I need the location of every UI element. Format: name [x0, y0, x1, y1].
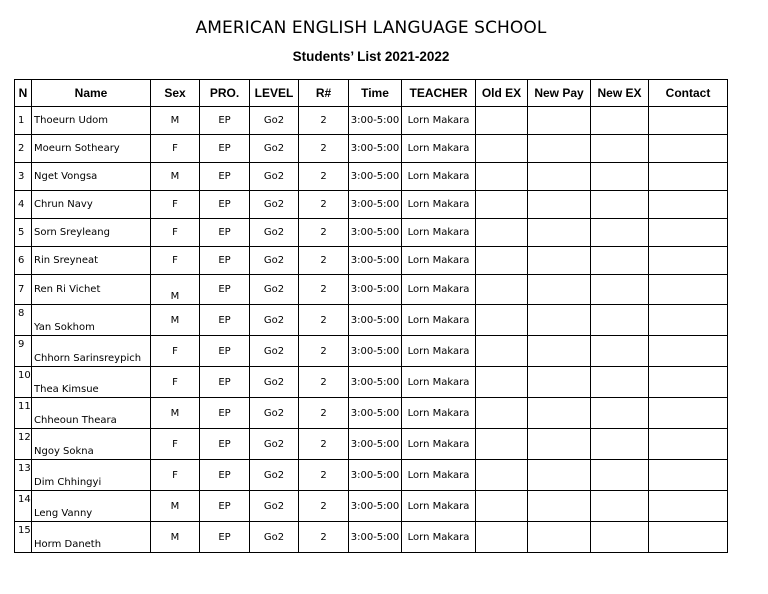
- student-sex: F: [151, 135, 200, 163]
- column-header-room: R#: [299, 80, 349, 107]
- teacher-name: Lorn Makara: [402, 460, 476, 491]
- student-name: Ngoy Sokna: [32, 429, 151, 460]
- teacher-name: Lorn Makara: [402, 398, 476, 429]
- table-row: [15, 163, 728, 191]
- teacher-name: Lorn Makara: [402, 275, 476, 305]
- new-ex-cell: [591, 135, 649, 163]
- student-room: 2: [299, 367, 349, 398]
- student-program: EP: [200, 336, 250, 367]
- table-row: [15, 398, 728, 429]
- new-pay-cell: [528, 135, 591, 163]
- contact-cell: [649, 219, 728, 247]
- table-row: [15, 219, 728, 247]
- student-sex: M: [151, 107, 200, 135]
- old-ex-cell: [476, 305, 528, 336]
- student-sex: F: [151, 460, 200, 491]
- table-body: [15, 107, 728, 553]
- student-sex: F: [151, 336, 200, 367]
- student-program: EP: [200, 163, 250, 191]
- student-level: Go2: [250, 398, 299, 429]
- class-time: 3:00-5:00: [349, 219, 402, 247]
- new-pay-cell: [528, 367, 591, 398]
- new-ex-cell: [591, 429, 649, 460]
- student-sex: F: [151, 429, 200, 460]
- student-sex: F: [151, 219, 200, 247]
- list-title: Students’ List 2021-2022: [292, 49, 450, 64]
- teacher-name: Lorn Makara: [402, 429, 476, 460]
- class-time: 3:00-5:00: [349, 398, 402, 429]
- new-ex-cell: [591, 247, 649, 275]
- student-program: EP: [200, 460, 250, 491]
- row-number: 15: [15, 522, 32, 553]
- old-ex-cell: [476, 275, 528, 305]
- student-program: EP: [200, 398, 250, 429]
- new-pay-cell: [528, 191, 591, 219]
- new-pay-cell: [528, 398, 591, 429]
- new-pay-cell: [528, 522, 591, 553]
- teacher-name: Lorn Makara: [402, 336, 476, 367]
- student-sex: M: [151, 491, 200, 522]
- old-ex-cell: [476, 163, 528, 191]
- student-room: 2: [299, 429, 349, 460]
- class-time: 3:00-5:00: [349, 107, 402, 135]
- class-time: 3:00-5:00: [349, 491, 402, 522]
- student-level: Go2: [250, 219, 299, 247]
- contact-cell: [649, 522, 728, 553]
- class-time: 3:00-5:00: [349, 247, 402, 275]
- table-row: [15, 135, 728, 163]
- student-name: Moeurn Sotheary: [32, 135, 151, 163]
- old-ex-cell: [476, 336, 528, 367]
- old-ex-cell: [476, 367, 528, 398]
- old-ex-cell: [476, 491, 528, 522]
- contact-cell: [649, 135, 728, 163]
- old-ex-cell: [476, 522, 528, 553]
- table-row: [15, 491, 728, 522]
- class-time: 3:00-5:00: [349, 135, 402, 163]
- new-pay-cell: [528, 336, 591, 367]
- column-header-old-ex: Old EX: [476, 80, 528, 107]
- contact-cell: [649, 460, 728, 491]
- contact-cell: [649, 191, 728, 219]
- row-number: 7: [15, 275, 32, 305]
- student-level: Go2: [250, 191, 299, 219]
- teacher-name: Lorn Makara: [402, 247, 476, 275]
- student-room: 2: [299, 219, 349, 247]
- student-program: EP: [200, 491, 250, 522]
- class-time: 3:00-5:00: [349, 191, 402, 219]
- student-room: 2: [299, 491, 349, 522]
- student-sex: M: [151, 305, 200, 336]
- column-header-new-pay: New Pay: [528, 80, 591, 107]
- student-name: Leng Vanny: [32, 491, 151, 522]
- class-time: 3:00-5:00: [349, 336, 402, 367]
- teacher-name: Lorn Makara: [402, 163, 476, 191]
- new-pay-cell: [528, 247, 591, 275]
- new-pay-cell: [528, 219, 591, 247]
- table-row: [15, 522, 728, 553]
- student-name: Dim Chhingyi: [32, 460, 151, 491]
- row-number: 5: [15, 219, 32, 247]
- school-title: AMERICAN ENGLISH LANGUAGE SCHOOL: [195, 18, 547, 38]
- contact-cell: [649, 247, 728, 275]
- row-number: 2: [15, 135, 32, 163]
- new-ex-cell: [591, 191, 649, 219]
- old-ex-cell: [476, 107, 528, 135]
- student-room: 2: [299, 247, 349, 275]
- column-header-sex: Sex: [151, 80, 200, 107]
- student-level: Go2: [250, 305, 299, 336]
- new-ex-cell: [591, 522, 649, 553]
- new-pay-cell: [528, 429, 591, 460]
- student-program: EP: [200, 219, 250, 247]
- contact-cell: [649, 305, 728, 336]
- table-row: [15, 460, 728, 491]
- old-ex-cell: [476, 460, 528, 491]
- header-row: [15, 80, 728, 107]
- row-number: 9: [15, 336, 32, 367]
- column-header-level: LEVEL: [250, 80, 299, 107]
- class-time: 3:00-5:00: [349, 305, 402, 336]
- student-name: Yan Sokhom: [32, 305, 151, 336]
- new-ex-cell: [591, 460, 649, 491]
- old-ex-cell: [476, 219, 528, 247]
- row-number: 6: [15, 247, 32, 275]
- student-name: Rin Sreyneat: [32, 247, 151, 275]
- class-time: 3:00-5:00: [349, 163, 402, 191]
- student-name: Horm Daneth: [32, 522, 151, 553]
- table-row: [15, 429, 728, 460]
- teacher-name: Lorn Makara: [402, 107, 476, 135]
- student-room: 2: [299, 191, 349, 219]
- student-name: Chheoun Theara: [32, 398, 151, 429]
- teacher-name: Lorn Makara: [402, 135, 476, 163]
- old-ex-cell: [476, 429, 528, 460]
- student-level: Go2: [250, 275, 299, 305]
- student-level: Go2: [250, 367, 299, 398]
- contact-cell: [649, 163, 728, 191]
- student-room: 2: [299, 398, 349, 429]
- contact-cell: [649, 107, 728, 135]
- student-level: Go2: [250, 491, 299, 522]
- column-header-new-ex: New EX: [591, 80, 649, 107]
- student-room: 2: [299, 522, 349, 553]
- student-name: Nget Vongsa: [32, 163, 151, 191]
- old-ex-cell: [476, 191, 528, 219]
- teacher-name: Lorn Makara: [402, 305, 476, 336]
- student-level: Go2: [250, 135, 299, 163]
- row-number: 11: [15, 398, 32, 429]
- column-header-contact: Contact: [649, 80, 728, 107]
- student-name: Thoeurn Udom: [32, 107, 151, 135]
- row-number: 8: [15, 305, 32, 336]
- teacher-name: Lorn Makara: [402, 191, 476, 219]
- old-ex-cell: [476, 398, 528, 429]
- row-number: 1: [15, 107, 32, 135]
- student-level: Go2: [250, 429, 299, 460]
- column-header-name: Name: [32, 80, 151, 107]
- student-level: Go2: [250, 460, 299, 491]
- table-row: [15, 305, 728, 336]
- table-row: [15, 247, 728, 275]
- student-program: EP: [200, 275, 250, 305]
- student-room: 2: [299, 275, 349, 305]
- student-program: EP: [200, 522, 250, 553]
- column-header-teacher: TEACHER: [402, 80, 476, 107]
- student-program: EP: [200, 247, 250, 275]
- student-name: Sorn Sreyleang: [32, 219, 151, 247]
- column-header-n: N: [15, 80, 32, 107]
- student-program: EP: [200, 429, 250, 460]
- row-number: 13: [15, 460, 32, 491]
- student-name: Chrun Navy: [32, 191, 151, 219]
- student-name: Thea Kimsue: [32, 367, 151, 398]
- student-level: Go2: [250, 522, 299, 553]
- students-table: [14, 79, 728, 553]
- contact-cell: [649, 491, 728, 522]
- new-ex-cell: [591, 219, 649, 247]
- new-pay-cell: [528, 107, 591, 135]
- new-ex-cell: [591, 305, 649, 336]
- student-level: Go2: [250, 247, 299, 275]
- class-time: 3:00-5:00: [349, 460, 402, 491]
- student-room: 2: [299, 305, 349, 336]
- student-sex: M: [151, 398, 200, 429]
- new-ex-cell: [591, 367, 649, 398]
- contact-cell: [649, 336, 728, 367]
- new-ex-cell: [591, 275, 649, 305]
- new-pay-cell: [528, 163, 591, 191]
- teacher-name: Lorn Makara: [402, 219, 476, 247]
- row-number: 3: [15, 163, 32, 191]
- student-room: 2: [299, 107, 349, 135]
- row-number: 12: [15, 429, 32, 460]
- student-room: 2: [299, 135, 349, 163]
- student-sex: M: [151, 522, 200, 553]
- class-time: 3:00-5:00: [349, 367, 402, 398]
- new-pay-cell: [528, 460, 591, 491]
- new-ex-cell: [591, 398, 649, 429]
- table-header: [15, 80, 728, 107]
- student-level: Go2: [250, 107, 299, 135]
- table-row: [15, 336, 728, 367]
- student-room: 2: [299, 460, 349, 491]
- teacher-name: Lorn Makara: [402, 522, 476, 553]
- new-pay-cell: [528, 305, 591, 336]
- table-row: [15, 367, 728, 398]
- student-program: EP: [200, 191, 250, 219]
- row-number: 10: [15, 367, 32, 398]
- new-ex-cell: [591, 336, 649, 367]
- column-header-time: Time: [349, 80, 402, 107]
- column-header-pro: PRO.: [200, 80, 250, 107]
- student-name: Ren Ri Vichet: [32, 275, 151, 305]
- contact-cell: [649, 429, 728, 460]
- new-ex-cell: [591, 163, 649, 191]
- new-ex-cell: [591, 107, 649, 135]
- row-number: 14: [15, 491, 32, 522]
- class-time: 3:00-5:00: [349, 429, 402, 460]
- student-program: EP: [200, 107, 250, 135]
- table-row: [15, 107, 728, 135]
- contact-cell: [649, 367, 728, 398]
- student-sex: M: [151, 275, 200, 305]
- class-time: 3:00-5:00: [349, 522, 402, 553]
- row-number: 4: [15, 191, 32, 219]
- student-program: EP: [200, 367, 250, 398]
- class-time: 3:00-5:00: [349, 275, 402, 305]
- contact-cell: [649, 398, 728, 429]
- student-sex: M: [151, 163, 200, 191]
- student-room: 2: [299, 163, 349, 191]
- student-program: EP: [200, 135, 250, 163]
- student-sex: F: [151, 367, 200, 398]
- new-pay-cell: [528, 491, 591, 522]
- new-pay-cell: [528, 275, 591, 305]
- student-sex: F: [151, 247, 200, 275]
- old-ex-cell: [476, 135, 528, 163]
- new-ex-cell: [591, 491, 649, 522]
- student-name: Chhorn Sarinsreypich: [32, 336, 151, 367]
- student-program: EP: [200, 305, 250, 336]
- contact-cell: [649, 275, 728, 305]
- teacher-name: Lorn Makara: [402, 367, 476, 398]
- table-row: [15, 191, 728, 219]
- teacher-name: Lorn Makara: [402, 491, 476, 522]
- student-level: Go2: [250, 163, 299, 191]
- student-sex: F: [151, 191, 200, 219]
- table-row: [15, 275, 728, 305]
- old-ex-cell: [476, 247, 528, 275]
- student-level: Go2: [250, 336, 299, 367]
- student-room: 2: [299, 336, 349, 367]
